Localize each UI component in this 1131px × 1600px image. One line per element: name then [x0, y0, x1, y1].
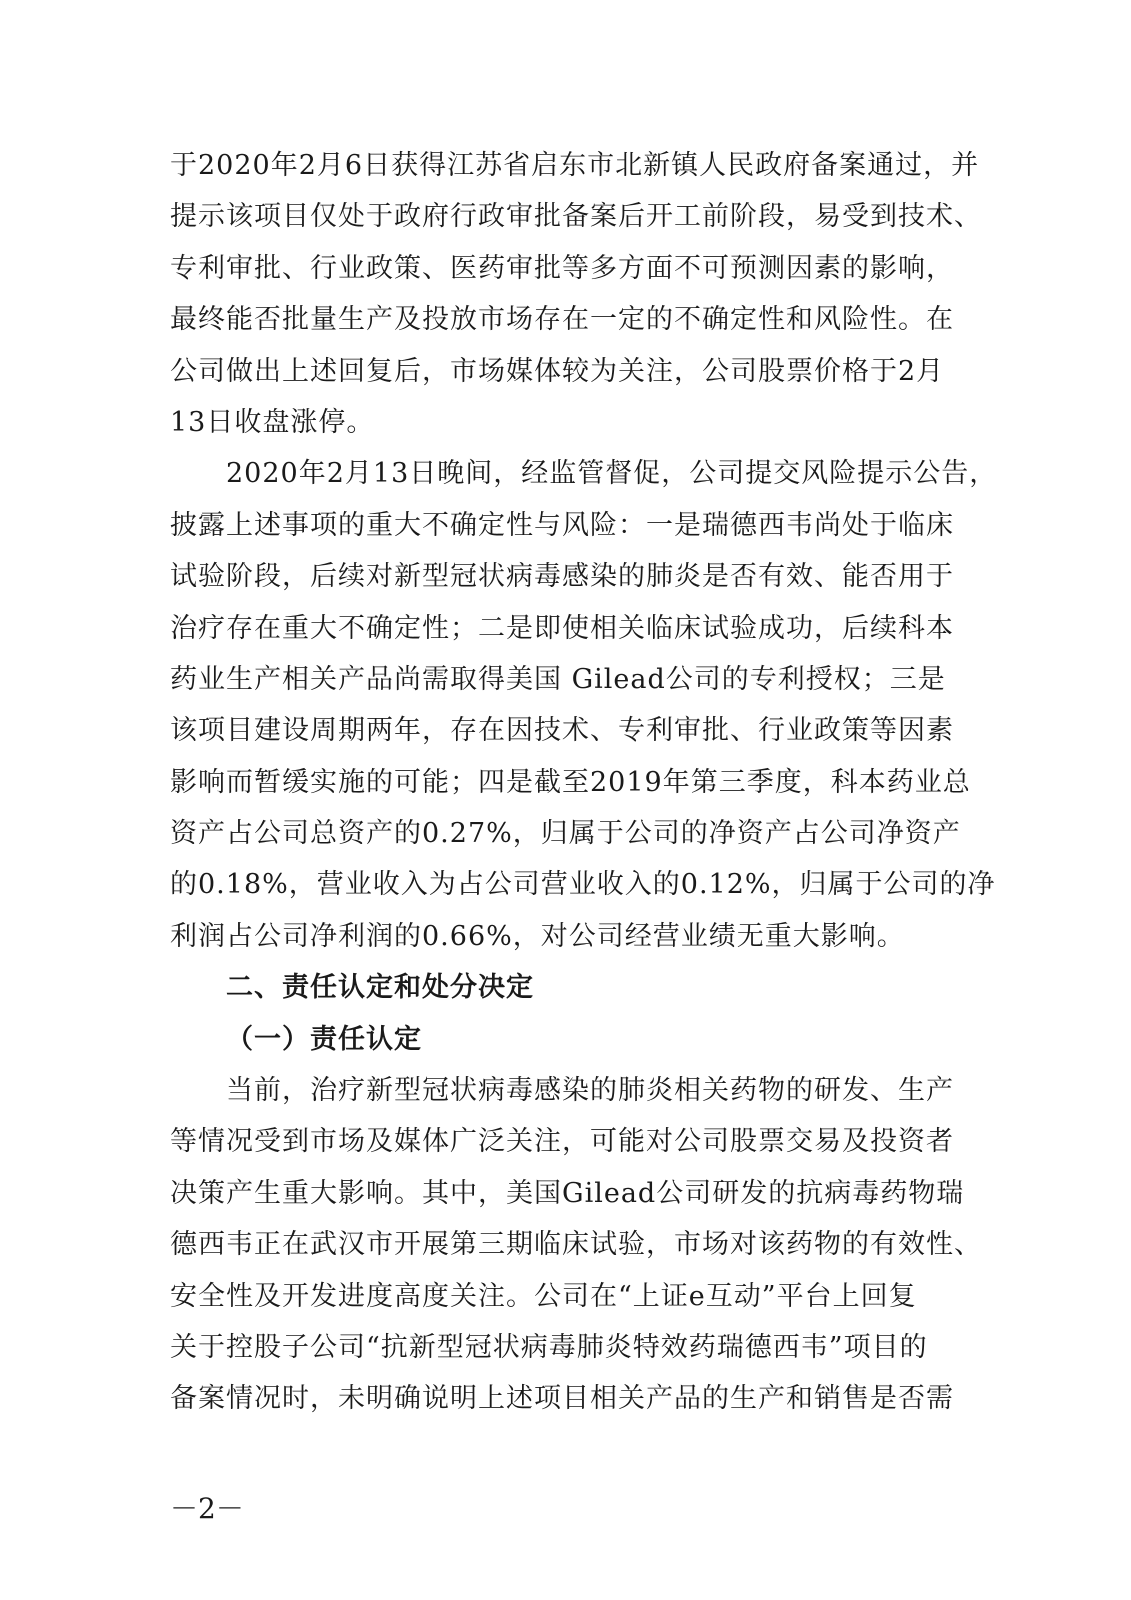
text-line: 药业生产相关产品尚需取得美国 Gilead公司的专利授权；三是: [170, 663, 946, 695]
text-line: 专利审批、行业政策、医药审批等多方面不可预测因素的影响，: [170, 252, 954, 284]
text-line: 最终能否批量生产及投放市场存在一定的不确定性和风险性。在: [170, 304, 954, 336]
text-line: 试验阶段，后续对新型冠状病毒感染的肺炎是否有效、能否用于: [170, 561, 954, 593]
text-line: 安全性及开发进度高度关注。公司在“上证e互动”平台上回复: [170, 1280, 917, 1312]
text-line: 公司做出上述回复后，市场媒体较为关注，公司股票价格于2月: [170, 355, 945, 387]
paragraph-3: [170, 1065, 982, 1425]
text-line: 德西韦正在武汉市开展第三期临床试验，市场对该药物的有效性、: [170, 1229, 982, 1261]
text-line: 治疗存在重大不确定性；二是即使相关临床试验成功，后续科本: [170, 612, 954, 644]
text-line: 于2020年2月6日获得江苏省启东市北新镇人民政府备案通过，并: [170, 150, 980, 181]
paragraph-1: [170, 140, 982, 448]
text-line: 备案情况时，未明确说明上述项目相关产品的生产和销售是否需: [170, 1383, 954, 1415]
text-line: 当前，治疗新型冠状病毒感染的肺炎相关药物的研发、生产: [226, 1075, 954, 1107]
text-line: 的0.18%，营业收入为占公司营业收入的0.12%，归属于公司的净: [170, 869, 996, 901]
paragraph-2: [170, 448, 998, 962]
text-line: 提示该项目仅处于政府行政审批备案后开工前阶段，易受到技术、: [170, 201, 982, 233]
text-line: 利润占公司净利润的0.66%，对公司经营业绩无重大影响。: [170, 920, 905, 952]
text-line: 影响而暂缓实施的可能；四是截至2019年第三季度，科本药业总: [170, 766, 971, 798]
page-number: －2－: [170, 1492, 244, 1525]
text-line: 决策产生重大影响。其中，美国Gilead公司研发的抗病毒药物瑞: [170, 1177, 965, 1209]
text-line: 该项目建设周期两年，存在因技术、专利审批、行业政策等因素: [170, 715, 954, 747]
text-line: 13日收盘涨停。: [170, 406, 375, 438]
text-line: 资产占公司总资产的0.27%，归属于公司的净资产占公司净资产: [170, 818, 961, 850]
text-line: 披露上述事项的重大不确定性与风险：一是瑞德西韦尚处于临床: [170, 509, 954, 541]
text-line: 关于控股子公司“抗新型冠状病毒肺炎特效药瑞德西韦”项目的: [170, 1331, 928, 1363]
text-line: 2020年2月13日晚间，经监管督促，公司提交风险提示公告，: [226, 458, 998, 490]
subsection-heading: （一）责任认定: [226, 1023, 422, 1055]
document-body: [170, 140, 998, 1425]
text-line: 等情况受到市场及媒体广泛关注，可能对公司股票交易及投资者: [170, 1126, 954, 1158]
section-heading: 二、责任认定和处分决定: [226, 972, 534, 1004]
